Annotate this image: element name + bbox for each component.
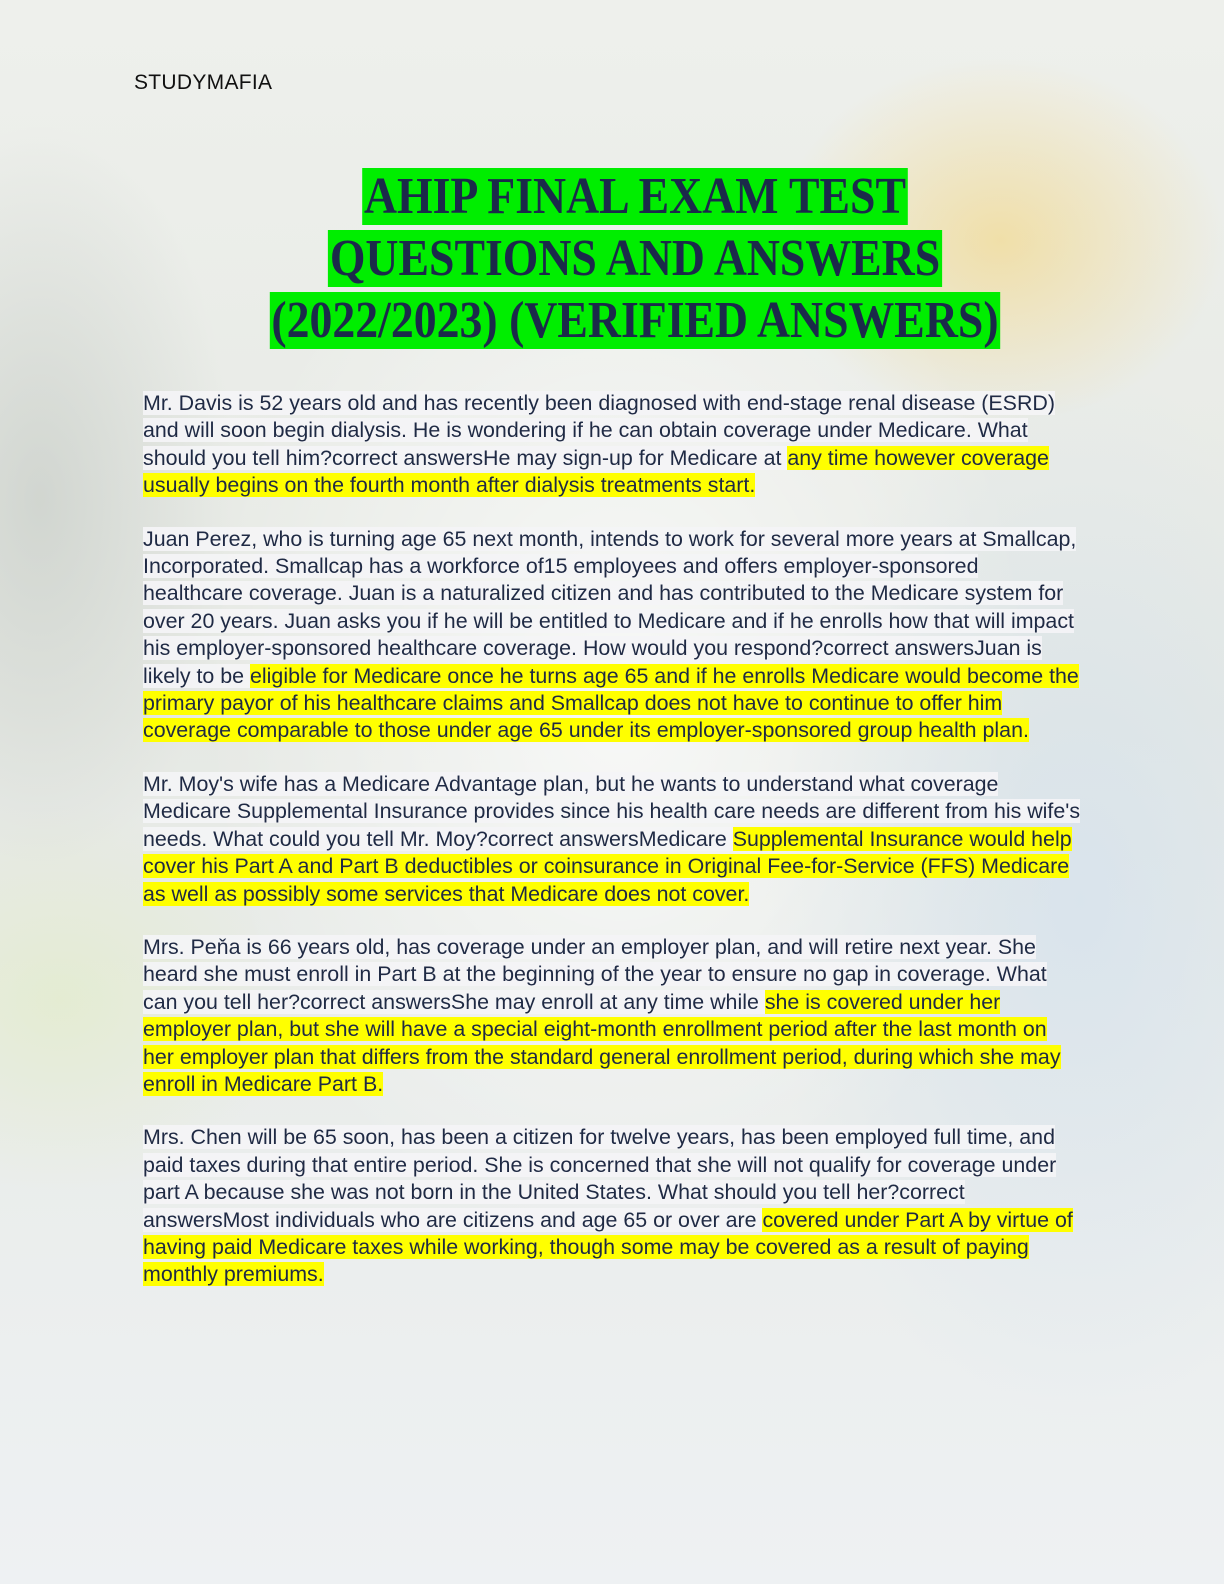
answer-highlight: any time however coverage usually begins on the fourth month after dialysis treatments start.	[143, 445, 1049, 498]
title-line-text: QUESTIONS AND ANSWERS	[329, 230, 941, 287]
title-line-text: (2022/2023) (VERIFIED ANSWERS)	[271, 292, 999, 349]
qa-list	[143, 390, 1083, 1315]
title-line	[191, 228, 1080, 290]
qa-item	[143, 526, 1083, 745]
answer-highlight: eligible for Medicare once he turns age 65 and if he enrolls Medicare would become the primary payor of his healthcare claims and Smallcap does not have to continue to offer him coverage comparable to those under age 65 under its employer-sponsored group health plan.	[143, 663, 1079, 743]
title-line-text: AHIP FINAL EXAM TEST	[363, 168, 907, 225]
document-title	[130, 166, 1140, 352]
question-text: Juan Perez, who is turning age 65 next month, intends to work for several more years at Smallcap, Incorporated. Smallcap has a workforce of15 employees and offers employer-sponsored healthcare coverage. Juan is a naturalized citizen and has contributed to the Medicare system for over 20 years. Juan asks you if he will be entitled to Medicare and if he enrolls how that will impact his employer-sponsored healthcare coverage. How would you respond?correct answersJuan is likely to be	[143, 526, 1077, 688]
qa-item	[143, 771, 1083, 908]
answer-highlight: she is covered under her employer plan, but she will have a special eight-month enrollment period after the last month on her employer plan that differs from the standard general enrollment period, during which she may enroll in Medicare Part B.	[143, 989, 1061, 1096]
qa-item	[143, 934, 1083, 1098]
question-text: Mrs. Chen will be 65 soon, has been a citizen for twelve years, has been employed full time, and paid taxes during that entire period. She is concerned that she will not qualify for coverage under part A because she was not born in the United States. What should you tell her?correct answersMost individuals who are citizens and age 65 or over are	[143, 1125, 1057, 1232]
answer-highlight: Supplemental Insurance would help cover his Part A and Part B deductibles or coinsurance in Original Fee-for-Service (FFS) Medicare as well as possibly some services that Medicare does not cover.	[143, 826, 1072, 906]
question-text: Mr. Davis is 52 years old and has recently been diagnosed with end-stage renal disease (ESRD) and will soon begin dialysis. He is wondering if he can obtain coverage under Medicare. What should you tell him?correct answersHe may sign-up for Medicare at	[143, 391, 1055, 470]
watermark-text: STUDYMAFIA	[134, 71, 273, 94]
qa-item	[143, 1124, 1083, 1288]
answer-highlight: covered under Part A by virtue of having paid Medicare taxes while working, though some may be covered as a result of paying monthly premiums.	[143, 1207, 1073, 1287]
question-text: Mr. Moy's wife has a Medicare Advantage plan, but he wants to understand what coverage Medicare Supplemental Insurance provides since his health care needs are different from his wife's needs. What could you tell Mr. Moy?correct answersMedicare	[143, 771, 1081, 851]
question-text: Mrs. Peňa is 66 years old, has coverage under an employer plan, and will retire next year. She heard she must enroll in Part B at the beginning of the year to ensure no gap in coverage. What can you tell her?correct answersShe may enroll at any time while	[143, 934, 1047, 1014]
title-line	[191, 166, 1080, 228]
title-line	[191, 290, 1080, 352]
qa-item	[143, 390, 1083, 500]
